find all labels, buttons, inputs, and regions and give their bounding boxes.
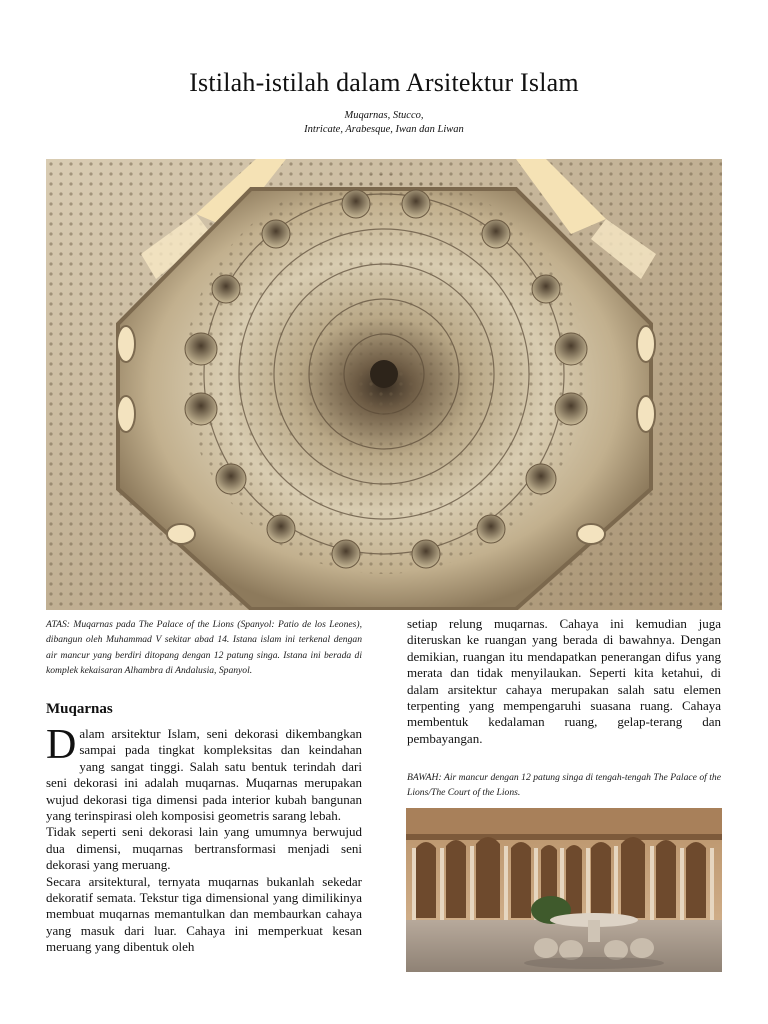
muqarnas-dome-photo (46, 159, 722, 610)
paragraph-3: Secara arsitektural, ternyata muqarnas bukanlah sekedar dekoratif semata. Tekstur tiga dimensional yang dimilikinya membuat muqarnas memantulkan dan membaurkan cahaya yang masuk dari luar. Cahaya ini memperkuat kesan meruang yang dibentuk oleh (46, 873, 362, 955)
subtitle-line-1: Muqarnas, Stucco, (344, 110, 424, 121)
bottom-photo-caption: BAWAH: Air mancur dengan 12 patung singa di tengah-tengah The Palace of the Lions/The Court of the Lions. (407, 772, 721, 798)
page-title: Istilah-istilah dalam Arsitektur Islam (189, 68, 579, 97)
paragraph-1 (46, 722, 362, 824)
article-body-left-column (46, 722, 362, 956)
court-of-lions-illustration (406, 808, 722, 972)
top-photo-caption: ATAS: Muqarnas pada The Palace of the Lions (Spanyol: Patio de los Leones), dibangun oleh Muhammad V sekitar abad 14. Istana islam ini terkenal dengan air mancur yang berdiri ditopang dengan 12 patung singa. Istana ini berada di komplek kekaisaran Alhambra di Andalusia, Spanyol. (46, 619, 362, 676)
paragraph-3-continued: setiap relung muqarnas. Cahaya ini kemudian juga diteruskan ke ruangan yang berada di bawahnya. Dengan demikian, ruangan itu mendapatkan penerangan difus yang merata dan tidak menyilaukan. Seperti kita ketahui, di dalam arsitektur cahaya merupakan salah satu elemen terpenting yang mempengaruhi suasana ruang. Cahaya membentuk kedalaman ruang, gelap-terang dan pembayangan. (407, 616, 721, 746)
page-subtitle (0, 109, 768, 137)
section-heading: Muqarnas (46, 701, 113, 717)
muqarnas-dome-illustration (46, 159, 722, 610)
article-body-right-column (407, 616, 721, 747)
paragraph-1-text: alam arsitektur Islam, seni dekorasi dikembangkan sampai pada tingkat kompleksitas dan keindahan yang sangat tinggi. Salah satu bentuk terindah dari seni dekorasi ini adalah muqarnas. Muqarnas merupakan wujud dekorasi tiga dimensi pada interior kubah bangunan yang terinspirasi oleh komposisi geometris sarang lebah. (46, 726, 362, 824)
drop-cap: D (46, 722, 77, 768)
court-of-lions-photo (406, 808, 722, 972)
subtitle-line-2: Intricate, Arabesque, Iwan dan Liwan (304, 124, 464, 135)
paragraph-2: Tidak seperti seni dekorasi lain yang umumnya berwujud dua dimensi, muqarnas bertransformasi menjadi seni dekorasi yang meruang. (46, 824, 362, 873)
